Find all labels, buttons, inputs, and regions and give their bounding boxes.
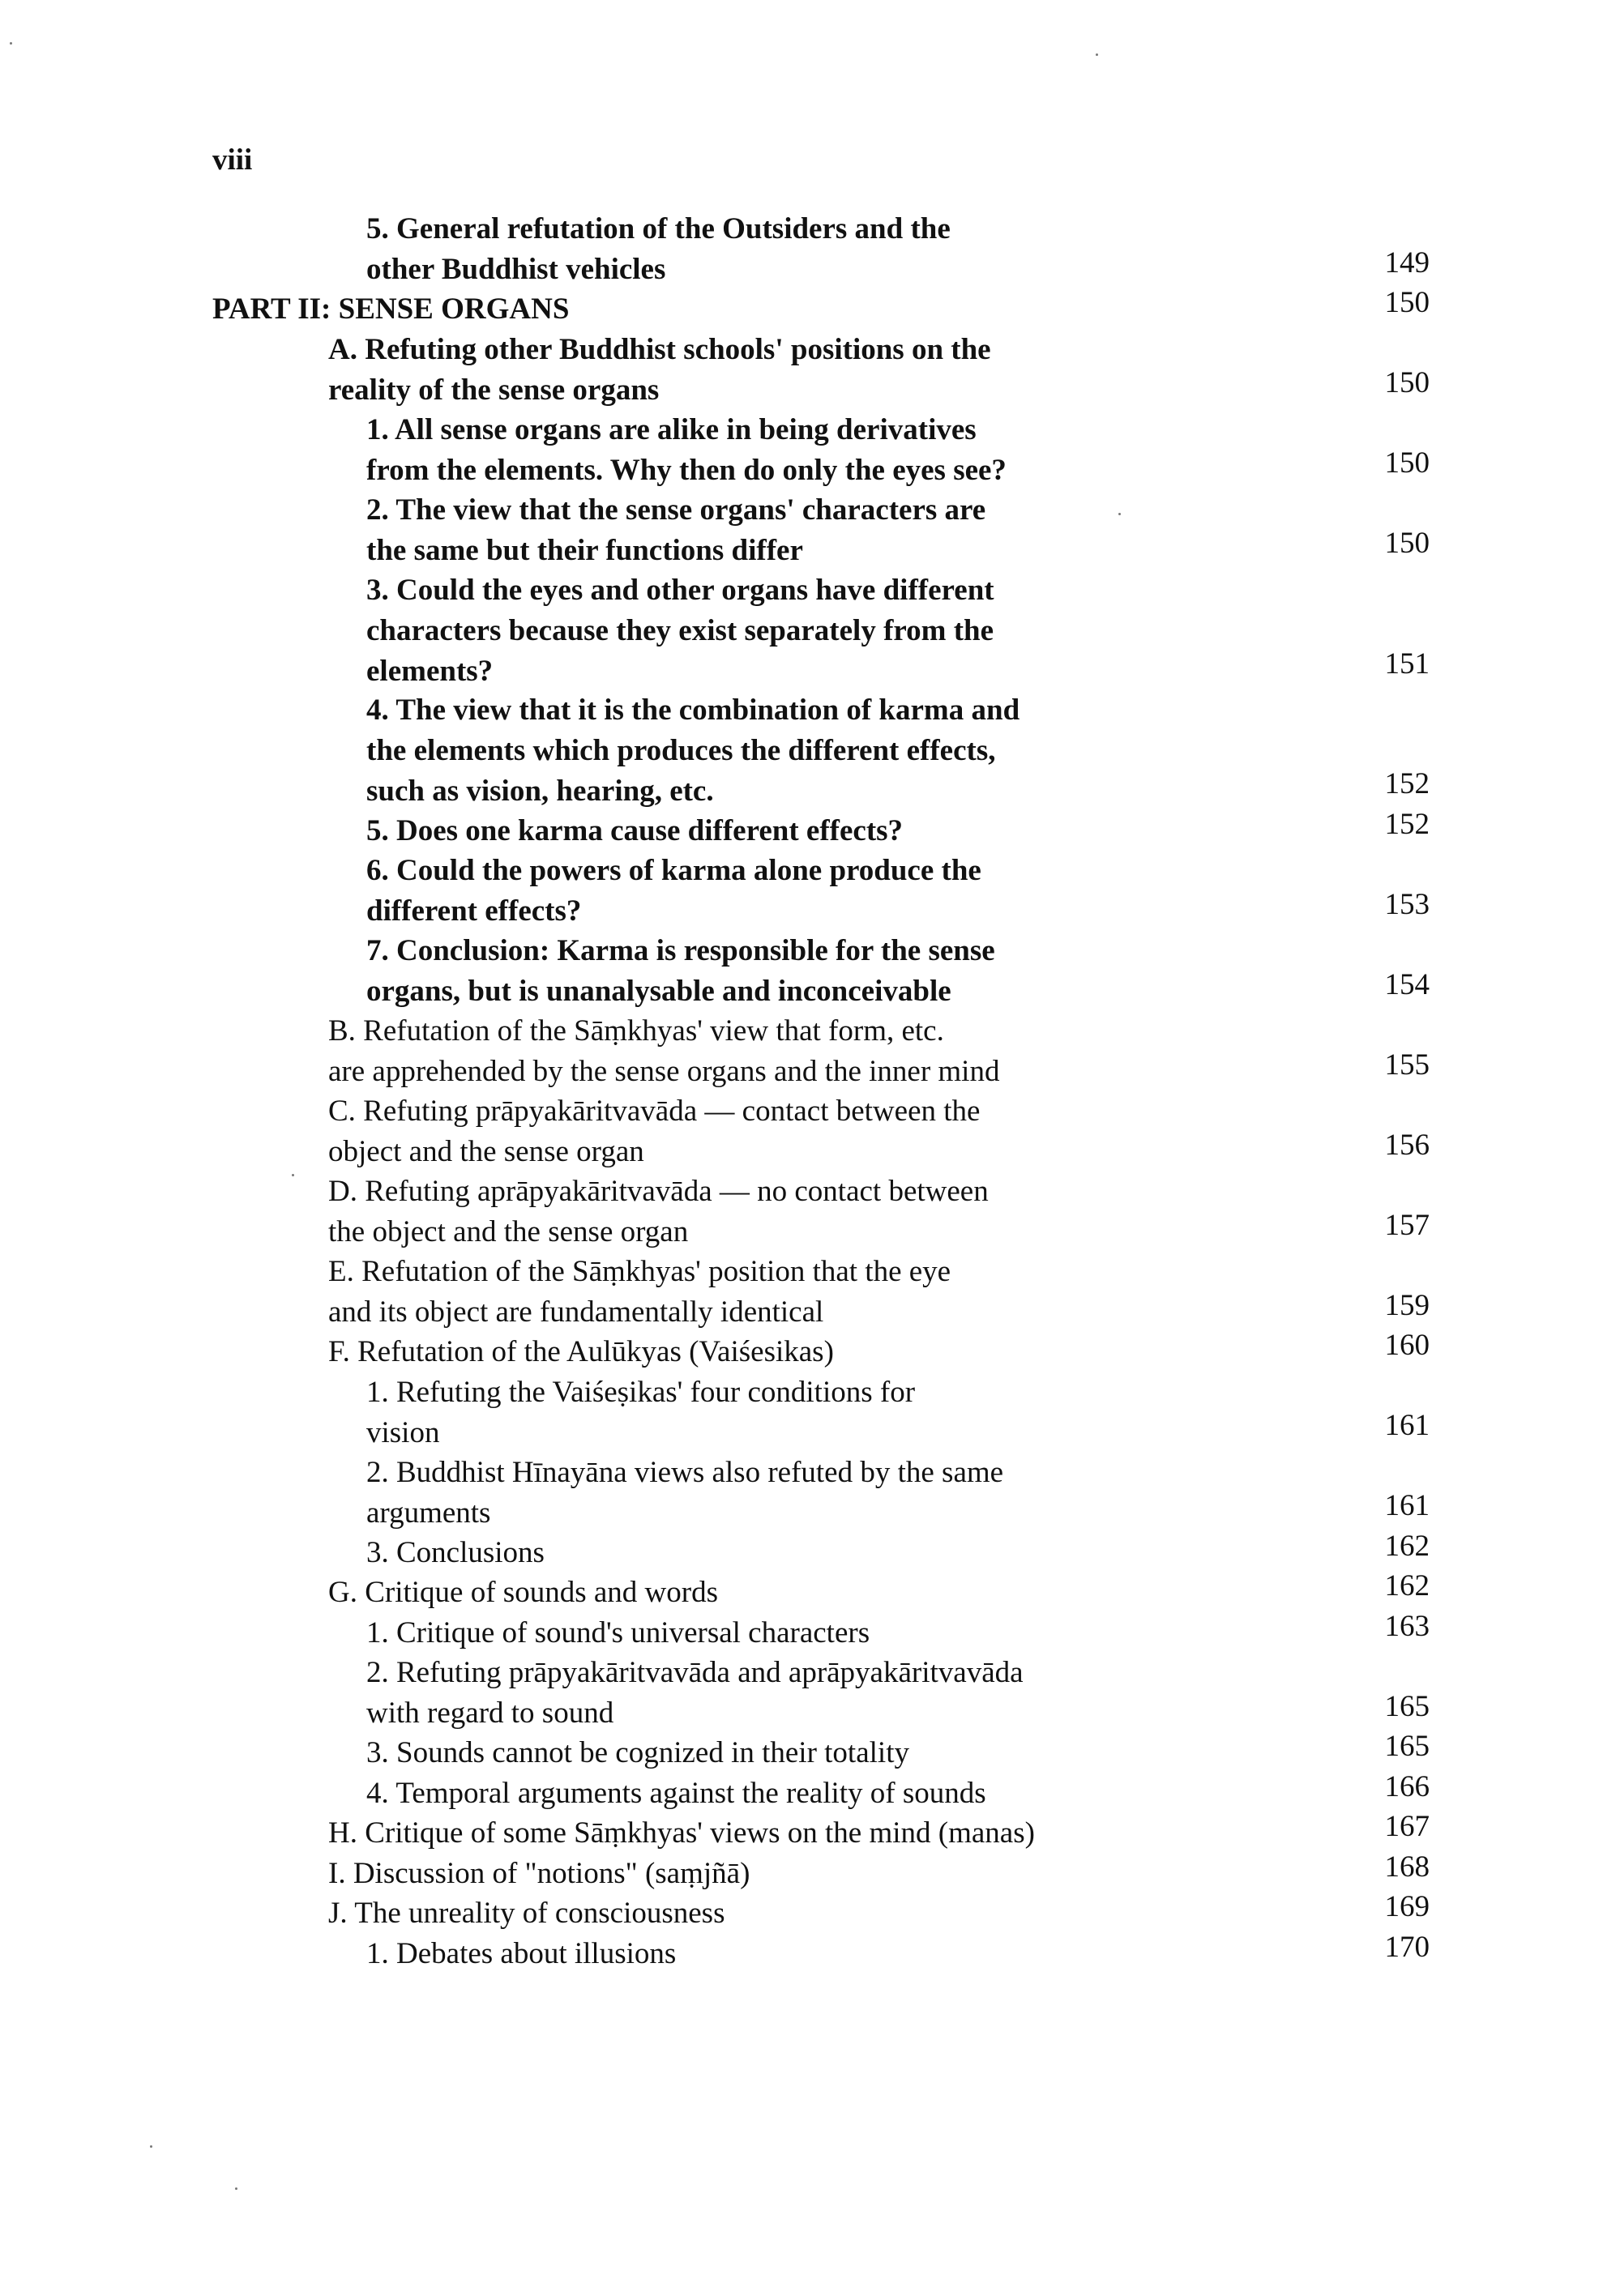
toc-entry-title: 5. General refutation of the Outsiders and the other Buddhist vehicles bbox=[366, 212, 951, 286]
toc-entry-page: 169 bbox=[1384, 1890, 1430, 1923]
toc-entry-title: 4. Temporal arguments against the reality of sounds bbox=[366, 1776, 986, 1810]
toc-entry-page: 152 bbox=[1384, 807, 1430, 841]
toc-entry bbox=[0, 1329, 1603, 1372]
toc-entry-title: J. The unreality of consciousness bbox=[328, 1897, 725, 1930]
scan-speck bbox=[1096, 53, 1098, 56]
toc-entry-title: 2. The view that the sense organs' characters are the same but their functions differ bbox=[366, 493, 986, 567]
toc-entry-title: C. Refuting prāpyakāritvavāda — contact between the object and the sense organ bbox=[328, 1095, 981, 1168]
toc-entry bbox=[0, 1930, 1603, 1974]
toc-entry-title: B. Refutation of the Sāṃkhyas' view that form, etc. are apprehended by the sense organs and the inner mind bbox=[328, 1014, 1000, 1088]
toc-entry bbox=[0, 490, 1603, 570]
toc-entry-page: 161 bbox=[1384, 1409, 1430, 1442]
toc-entry bbox=[0, 570, 1603, 691]
toc-entry-page: 153 bbox=[1384, 887, 1430, 921]
toc-entry-title: 3. Could the eyes and other organs have different characters because they exist separately from the elements? bbox=[366, 573, 994, 688]
toc-entry-page: 163 bbox=[1384, 1609, 1430, 1643]
toc-entry bbox=[0, 1252, 1603, 1332]
scan-speck bbox=[235, 2187, 237, 2190]
toc-entry bbox=[0, 1529, 1603, 1573]
toc-entry-page: 162 bbox=[1384, 1569, 1430, 1603]
toc-entry-page: 162 bbox=[1384, 1529, 1430, 1563]
toc-entry bbox=[0, 851, 1603, 931]
toc-entry bbox=[0, 931, 1603, 1011]
scan-speck bbox=[1118, 513, 1121, 515]
toc-entry bbox=[0, 1453, 1603, 1533]
toc-entry-title: I. Discussion of "notions" (saṃjñā) bbox=[328, 1856, 750, 1890]
toc-entry-page: 165 bbox=[1384, 1730, 1430, 1763]
toc-entry-page: 165 bbox=[1384, 1689, 1430, 1723]
toc-entry-title: 7. Conclusion: Karma is responsible for the sense organs, but is unanalysable and inconceivable bbox=[366, 934, 995, 1008]
toc-entry-title: H. Critique of some Sāṃkhyas' views on the mind (manas) bbox=[328, 1816, 1035, 1850]
toc-entry-page: 167 bbox=[1384, 1810, 1430, 1843]
toc-entry bbox=[0, 286, 1603, 330]
toc-entry-page: 160 bbox=[1384, 1329, 1430, 1362]
toc-entry-page: 149 bbox=[1384, 245, 1430, 280]
toc-entry-title: A. Refuting other Buddhist schools' positions on the reality of the sense organs bbox=[328, 332, 991, 407]
toc-entry-page: 159 bbox=[1384, 1288, 1430, 1322]
toc-entry-page: 156 bbox=[1384, 1128, 1430, 1162]
toc-entry-page: 170 bbox=[1384, 1930, 1430, 1964]
toc-entry bbox=[0, 807, 1603, 851]
toc-entry-page: 150 bbox=[1384, 527, 1430, 560]
toc-entry bbox=[0, 1653, 1603, 1733]
toc-entry-title: 5. Does one karma cause different effects? bbox=[366, 813, 904, 847]
toc-entry-page: 154 bbox=[1384, 967, 1430, 1001]
page-number: viii bbox=[212, 143, 253, 177]
toc-entry-title: PART II: SENSE ORGANS bbox=[212, 292, 570, 326]
toc-entry-page: 161 bbox=[1384, 1489, 1430, 1522]
toc-entry-title: 1. Critique of sound's universal characters bbox=[366, 1615, 870, 1649]
toc-entry bbox=[0, 1850, 1603, 1894]
toc-entry-page: 150 bbox=[1384, 366, 1430, 399]
toc-entry bbox=[0, 209, 1603, 289]
toc-entry-title: E. Refutation of the Sāṃkhyas' position that the eye and its object are fundamentally identical bbox=[328, 1255, 951, 1329]
toc-entry bbox=[0, 1810, 1603, 1854]
toc-entry bbox=[0, 1091, 1603, 1171]
toc-entry-title: 1. Debates about illusions bbox=[366, 1936, 677, 1970]
toc-entry-title: 6. Could the powers of karma alone produce the different effects? bbox=[366, 854, 981, 928]
toc-entry-page: 157 bbox=[1384, 1208, 1430, 1242]
toc-entry-title: 2. Refuting prāpyakāritvavāda and aprāpyakāritvavāda with regard to sound bbox=[366, 1656, 1024, 1730]
table-of-contents bbox=[0, 209, 1603, 1974]
toc-entry-page: 151 bbox=[1384, 647, 1430, 681]
toc-entry-page: 166 bbox=[1384, 1769, 1430, 1803]
toc-entry-page: 168 bbox=[1384, 1850, 1430, 1884]
toc-entry-title: 2. Buddhist Hīnayāna views also refuted by the same arguments bbox=[366, 1455, 1004, 1530]
toc-entry bbox=[0, 330, 1603, 410]
toc-entry-title: 3. Conclusions bbox=[366, 1535, 545, 1569]
toc-entry-title: G. Critique of sounds and words bbox=[328, 1576, 718, 1609]
toc-entry-page: 150 bbox=[1384, 286, 1430, 319]
toc-entry-title: 1. All sense organs are alike in being derivatives from the elements. Why then do only the eyes see? bbox=[366, 412, 1007, 487]
toc-entry-title: F. Refutation of the Aulūkyas (Vaiśesikas) bbox=[328, 1335, 834, 1368]
scan-speck bbox=[150, 2145, 152, 2148]
toc-entry bbox=[0, 690, 1603, 811]
toc-entry bbox=[0, 1609, 1603, 1654]
toc-entry-page: 150 bbox=[1384, 446, 1430, 480]
toc-entry bbox=[0, 1011, 1603, 1091]
toc-entry bbox=[0, 1890, 1603, 1934]
toc-entry-title: D. Refuting aprāpyakāritvavāda — no contact between the object and the sense organ bbox=[328, 1175, 989, 1248]
scan-speck bbox=[10, 42, 12, 45]
toc-entry bbox=[0, 1769, 1603, 1814]
toc-entry-title: 1. Refuting the Vaiśeṣikas' four conditions for vision bbox=[366, 1375, 916, 1449]
toc-entry bbox=[0, 1372, 1603, 1453]
toc-entry-page: 155 bbox=[1384, 1048, 1430, 1082]
toc-entry bbox=[0, 1730, 1603, 1773]
toc-entry-page: 152 bbox=[1384, 767, 1430, 800]
toc-entry bbox=[0, 1569, 1603, 1613]
scan-speck bbox=[292, 1174, 294, 1176]
toc-entry-title: 4. The view that it is the combination of karma and the elements which produces the different effects, such as vision, hearing, etc. bbox=[366, 693, 1020, 808]
toc-entry bbox=[0, 1171, 1603, 1252]
toc-entry-title: 3. Sounds cannot be cognized in their totality bbox=[366, 1736, 909, 1769]
toc-entry bbox=[0, 410, 1603, 490]
